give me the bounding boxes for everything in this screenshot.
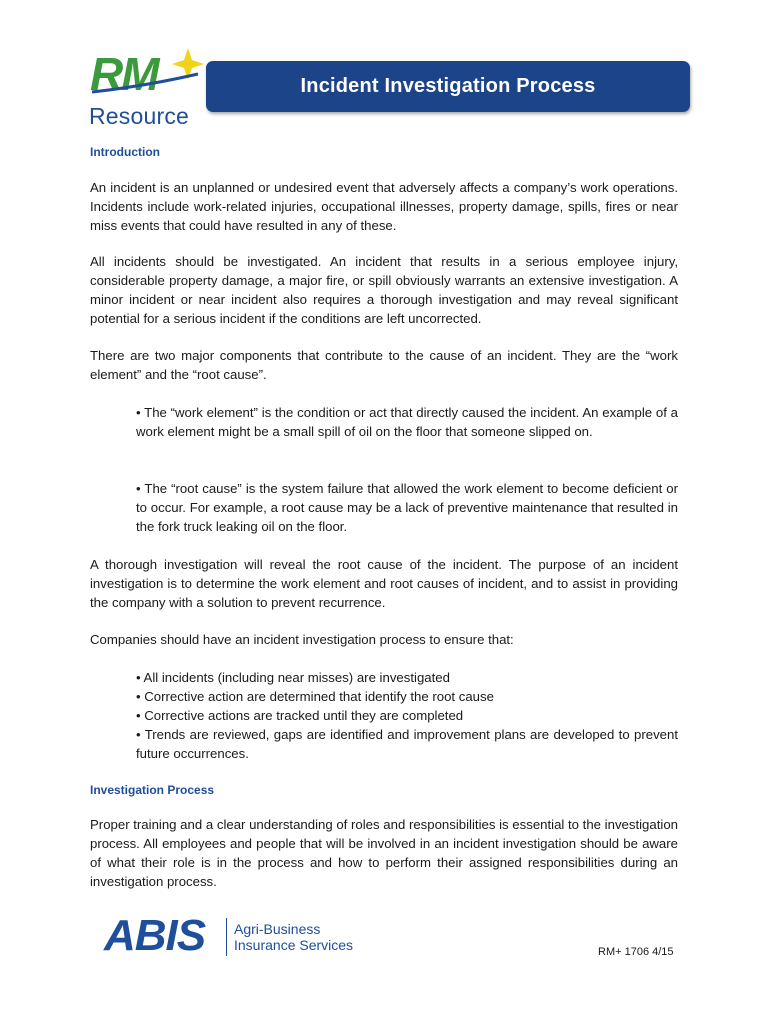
title-banner (206, 61, 690, 112)
page-title: Incident Investigation Process (300, 75, 596, 97)
list-item: • Corrective action are determined that identify the root cause (136, 689, 494, 704)
list-item: • All incidents (including near misses) are investigated (136, 670, 450, 685)
abis-divider (226, 918, 227, 956)
investigation-paragraph: Proper training and a clear understanding of roles and responsibilities is essential to the investigation process. All employees and people that will be involved in an incident investigation should be aware of what their role is in the process and how to perform their assigned responsibilities during an investigation process. (90, 817, 678, 889)
intro-paragraph-2: All incidents should be investigated. An incident that results in a serious employee injury, considerable property damage, a major fire, or spill obviously warrants an extensive investigation. A minor incident or near incident also requires a thorough investigation and may reveal significant potential for a serious incident if the conditions are left uncorrected. (90, 254, 678, 326)
document-code: RM+ 1706 4/15 (598, 946, 674, 958)
intro-paragraph-5: Companies should have an incident investigation process to ensure that: (90, 632, 514, 647)
bullet-work-element: • The “work element” is the condition or act that directly caused the incident. An example of a work element might be a small spill of oil on the floor that someone slipped on. (136, 405, 678, 439)
list-item: • Trends are reviewed, gaps are identified and improvement plans are developed to prevent future occurrences. (136, 727, 678, 761)
intro-paragraph-1: An incident is an unplanned or undesired event that adversely affects a company’s work operations. Incidents include work-related injuries, occupational illnesses, property damage, spills, fires or near miss events that could have resulted in any of these. (90, 180, 678, 233)
list-item: • Corrective actions are tracked until they are completed (136, 708, 464, 723)
introduction-heading: Introduction (90, 145, 160, 159)
abis-wordmark: ABIS (104, 911, 206, 960)
abis-logo (104, 912, 374, 962)
bullet-root-cause: • The “root cause” is the system failure that allowed the work element to become deficient or to occur. For example, a root cause may be a lack of preventive maintenance that resulted in the fork truck leaking oil on the floor. (136, 481, 678, 534)
rm-resource-logo (86, 44, 206, 128)
abis-tagline (234, 921, 353, 953)
logo-resource-word: Resource (89, 103, 190, 129)
abis-tagline-line-2: Insurance Services (234, 937, 354, 953)
intro-paragraph-4: A thorough investigation will reveal the root cause of the incident. The purpose of an incident investigation is to determine the work element and root causes of incident, and to assist in providing the company with a solution to prevent recurrence. (90, 557, 678, 610)
rm-logo-text: RM (90, 48, 158, 100)
rm-plus-logo-mark (86, 44, 206, 106)
intro-paragraph-3: There are two major components that contribute to the cause of an incident. They are the “work element” and the “root cause”. (90, 348, 678, 382)
ensure-list (136, 668, 678, 763)
abis-tagline-line-1: Agri-Business (234, 921, 321, 937)
investigation-process-heading: Investigation Process (90, 783, 215, 797)
